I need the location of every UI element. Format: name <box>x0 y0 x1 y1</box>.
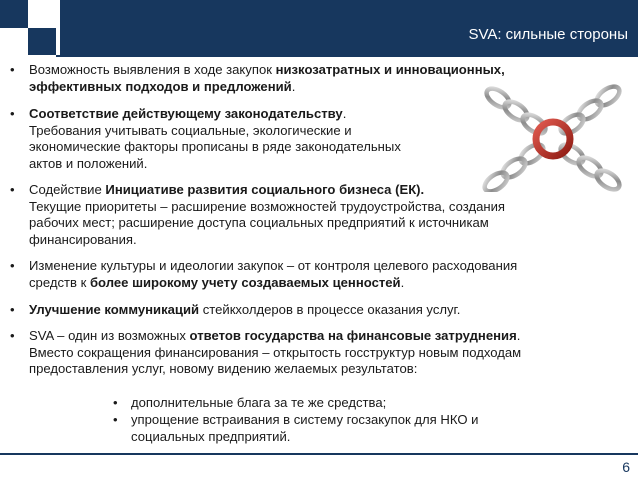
sub-list-item: дополнительные блага за те же средства; <box>131 395 387 410</box>
list-item-line <box>29 302 460 319</box>
header-decor-square <box>0 0 28 28</box>
header-underline <box>56 55 638 57</box>
body-text: экономические факторы прописаны в ряде законодательных <box>29 139 401 155</box>
emphasis-text: низкозатратных и инновационных, <box>275 62 505 77</box>
sub-list-item: социальных предприятий. <box>131 428 291 444</box>
body-text: SVA – один из возможных <box>29 328 190 343</box>
list-item-line <box>29 106 346 123</box>
body-text: актов и положений. <box>29 155 148 171</box>
header-decor-square <box>28 28 56 55</box>
body-text: предоставления услуг, новому видению желаемых результатов: <box>29 361 418 377</box>
list-item-line <box>29 182 424 199</box>
bullet-marker: • <box>10 302 15 317</box>
body-text: рабочих мест; расширение доступа социальных предприятий к источникам <box>29 215 489 231</box>
chain-links-image <box>480 84 625 192</box>
list-item-line <box>29 345 521 362</box>
body-text: . <box>516 328 521 343</box>
body-text: средств к <box>29 274 90 290</box>
bullet-marker: • <box>10 106 15 121</box>
emphasis-text: ответов государства на финансовые затруднения <box>189 328 517 343</box>
list-item-line <box>29 199 505 216</box>
emphasis-text: Улучшение коммуникаций <box>29 302 200 317</box>
list-item-line <box>29 258 517 275</box>
bullet-marker: • <box>10 182 15 197</box>
list-item-line <box>29 156 147 173</box>
body-text: . <box>291 78 296 94</box>
body-text: . <box>400 274 405 290</box>
bullet-marker: • <box>10 62 15 77</box>
chain-links-icon <box>480 84 625 192</box>
slide-header <box>0 0 638 55</box>
sub-list-item: упрощение встраивания в систему госзакупок для НКО и <box>131 412 479 427</box>
body-text: стейкхолдеров в процессе оказания услуг. <box>199 302 461 317</box>
body-text: Текущие приоритеты – расширение возможностей трудоустройства, создания <box>29 198 506 214</box>
list-item-line <box>29 328 520 345</box>
header-bar <box>60 0 638 55</box>
page-number: 6 <box>622 459 630 475</box>
body-text: . <box>342 106 347 121</box>
bullet-marker: • <box>10 258 15 273</box>
list-item-line <box>29 62 505 79</box>
body-text: Содействие <box>29 182 106 197</box>
body-text: финансирования. <box>29 231 137 247</box>
list-item-line <box>29 139 401 156</box>
sub-bullet-marker: • <box>113 395 118 410</box>
slide-title: SVA: сильные стороны <box>468 26 628 43</box>
emphasis-text: эффективных подходов и предложений <box>29 78 292 94</box>
list-item-line <box>29 79 295 96</box>
bullet-marker: • <box>10 328 15 343</box>
emphasis-text: более широкому учету создаваемых ценностей <box>89 274 401 290</box>
list-item-line <box>29 361 417 378</box>
body-text: Изменение культуры и идеологии закупок – от контроля целевого расходования <box>29 258 518 273</box>
emphasis-text: Соответствие действующему законодательству <box>29 106 343 121</box>
body-text: Требования учитывать социальные, экологические и <box>29 122 352 138</box>
emphasis-text: Инициативе развития социального бизнеса (ЕК). <box>105 182 425 197</box>
body-text: Вместо сокращения финансирования – открытость госструктур новым подходам <box>29 344 522 360</box>
list-item-line <box>29 232 137 249</box>
list-item-line <box>29 123 352 140</box>
footer-line <box>0 453 638 455</box>
body-text: Возможность выявления в ходе закупок <box>29 62 276 77</box>
list-item-line <box>29 215 489 232</box>
list-item-line <box>29 275 404 292</box>
sub-bullet-marker: • <box>113 412 118 427</box>
